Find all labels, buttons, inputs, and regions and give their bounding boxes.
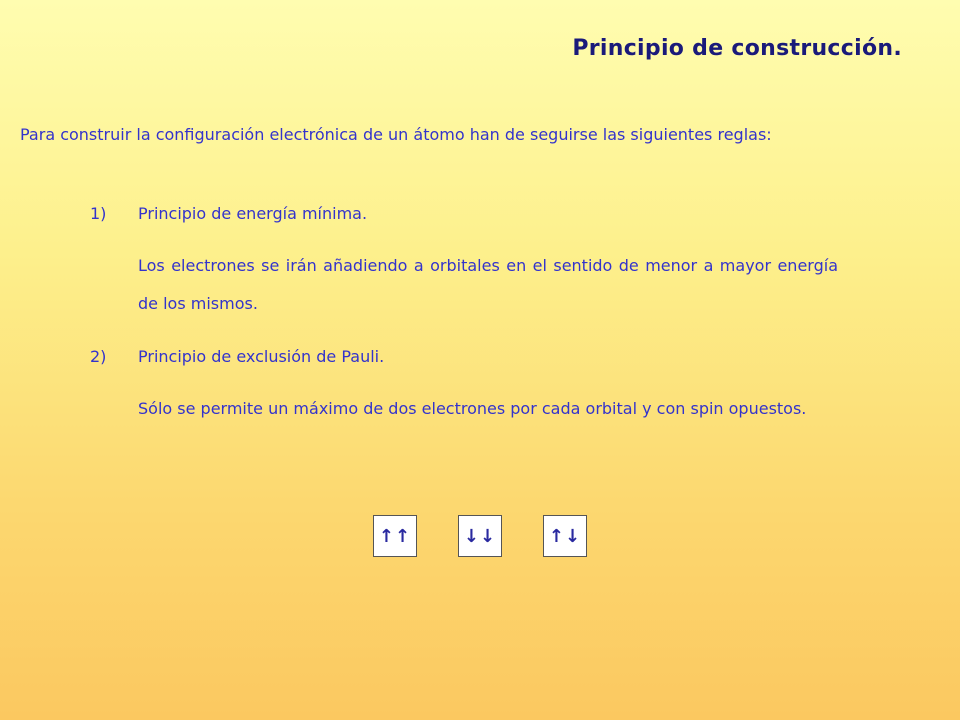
orbital-boxes [373, 515, 588, 559]
rule-1-description: Los electrones se irán añadiendo a orbitales en el sentido de menor a mayor energía de los mismos. [138, 256, 838, 313]
orbital-box-parallel-up: ↑↑ [373, 515, 417, 557]
rule-1-title: Principio de energía mínima. [138, 204, 368, 223]
rule-2-description: Sólo se permite un máximo de dos electrones por cada orbital y con spin opuestos. [138, 399, 807, 418]
rule-1-number: 1) [90, 204, 107, 223]
orbital-box-parallel-down: ↓↓ [458, 515, 502, 557]
page-title: Principio de construcción. [572, 36, 902, 61]
rule-2-number: 2) [90, 347, 107, 366]
intro-paragraph: Para construir la configuración electrónica de un átomo han de seguirse las siguientes reglas: [20, 125, 772, 144]
orbital-box-opposite-spin: ↑↓ [543, 515, 587, 557]
rule-2-title: Principio de exclusión de Pauli. [138, 347, 385, 366]
